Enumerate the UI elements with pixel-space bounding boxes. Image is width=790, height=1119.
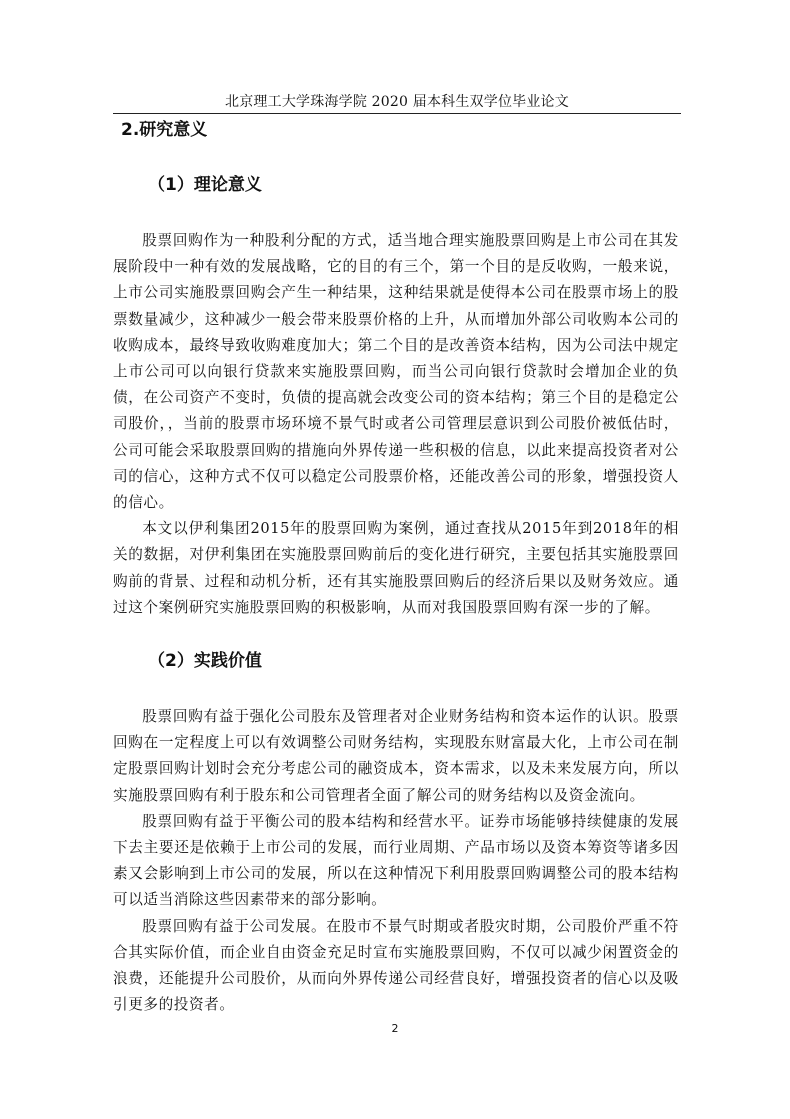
header-divider [113,113,681,114]
page-number: 2 [391,1022,399,1035]
section-title: 2.研究意义 [121,120,208,140]
page-header: 北京理工大学珠海学院 2020 届本科生双学位毕业论文 [225,94,569,110]
paragraph-theory-1: 股票回购作为一种股利分配的方式，适当地合理实施股票回购是上市公司在其发展阶段中一种有效的发展战略，它的目的有三个，第一个目的是反收购，一般来说，上市公司实施股票回购会产生一种结果，这种结果就是使得本公司在股票市场上的股票数量减少，这种减少一般会带来股票价格的上升，从而增加外部公司收购本公司的收购成本，最终导致收购难度加大；第二个目的是改善资本结构，因为公司法中规定上市公司可以向银行贷款来实施股票回购，而当公司向银行贷款时会增加企业的负债，在公司资产不变时，负债的提高就会改变公司的资本结构；第三个目的是稳定公司股价，，当前的股票市场环境不景气时或者公司管理层意识到公司股价被低估时，公司可能会采取股票回购的措施向外界传递一些积极的信息，以此来提高投资者对公司的信心，这种方式不仅可以稳定公司股票价格，还能改善公司的形象，增强投资人的信心。 [113,232,679,512]
paragraph-practice-2: 股票回购有益于平衡公司的股本结构和经营水平。证券市场能够持续健康的发展下去主要还是依赖于上市公司的发展，而行业周期、产品市场以及资本筹资等诸多因素又会影响到上市公司的发展，所以在这种情况下利用股票回购调整公司的股本结构可以适当消除这些因素带来的部分影响。 [113,812,679,909]
paragraph-theory-2: 本文以伊利集团2015年的股票回购为案例，通过查找从2015年到2018年的相关的数据，对伊利集团在实施股票回购前后的变化进行研究，主要包括其实施股票回购前的背景、过程和动机分析，还有其实施股票回购后的经济后果以及财务效应。通过这个案例研究实施股票回购的积极影响，从而对我国股票回购有深一步的了解。 [113,520,679,616]
subsection-title-theory: （1）理论意义 [148,175,262,195]
paragraph-practice-3: 股票回购有益于公司发展。在股市不景气时期或者股灾时期，公司股价严重不符合其实际价值，而企业自由资金充足时宣布实施股票回购，不仅可以减少闲置资金的浪费，还能提升公司股价，从而向外界传递公司经营良好，增强投资者的信心以及吸引更多的投资者。 [113,917,679,1014]
paragraph-practice-1: 股票回购有益于强化公司股东及管理者对企业财务结构和资本运作的认识。股票回购在一定程度上可以有效调整公司财务结构，实现股东财富最大化，上市公司在制定股票回购计划时会充分考虑公司的融资成本，资本需求，以及未来发展方向，所以实施股票回购有利于股东和公司管理者全面了解公司的财务结构以及资金流向。 [113,708,679,804]
page-content [113,118,679,1018]
subsection-title-practice: （2）实践价值 [148,651,262,672]
